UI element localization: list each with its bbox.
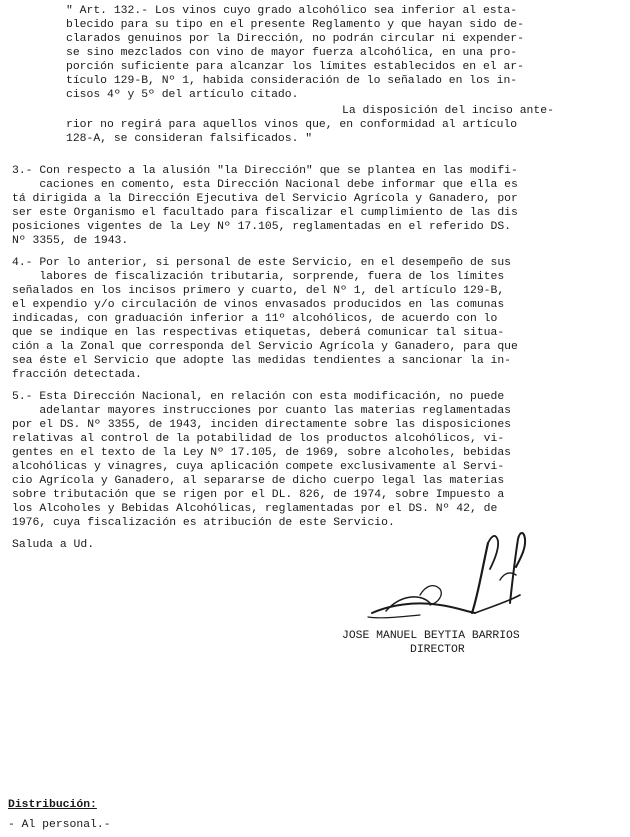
- paragraph-line: por el DS. Nº 3355, de 1943, inciden directamente sobre las disposiciones: [12, 419, 511, 431]
- paragraph-line: sea éste el Servicio que adopte las medidas tendientes a sancionar la in-: [12, 355, 511, 367]
- paragraph-line: sobre tributación que se rigen por el DL. 826, de 1974, sobre Impuesto a: [12, 489, 505, 501]
- paragraph-line: 3.- Con respecto a la alusión "la Dirección" que se plantea en las modifi-: [12, 165, 518, 177]
- paragraph-line: indicadas, con graduación inferior a 11º alcohólicos, de acuerdo con lo: [12, 313, 498, 325]
- distribution-item: - Al personal.-: [8, 819, 111, 831]
- paragraph-line: alcohólicas y vinagres, cuya aplicación compete exclusivamente al Servi-: [12, 461, 505, 473]
- quote-line: clarados genuinos por la Dirección, no podrán circular ni expender-: [66, 33, 524, 45]
- paragraph-line: ser este Organismo el facultado para fiscalizar el cumplimiento de las dis: [12, 207, 518, 219]
- quote-line: La disposición del inciso ante-: [342, 105, 554, 117]
- quote-line: porción suficiente para alcanzar los límites establecidos en el ar-: [66, 61, 524, 73]
- quote-line: blecido para su tipo en el presente Reglamento y que hayan sido de-: [66, 19, 524, 31]
- signatory-name: JOSE MANUEL BEYTIA BARRIOS: [342, 630, 520, 642]
- quote-line: tículo 129-B, Nº 1, habida consideración de lo señalado en los in-: [66, 75, 518, 87]
- quote-line: rior no regirá para aquellos vinos que, en conformidad al artículo: [66, 119, 518, 131]
- paragraph-line: ción a la Zonal que corresponda del Servicio Agrícola y Ganadero, para que: [12, 341, 518, 353]
- closing-greeting: Saluda a Ud.: [12, 539, 95, 551]
- paragraph-line: labores de fiscalización tributaria, sorprende, fuera de los límites: [12, 271, 505, 283]
- paragraph-line: 5.- Esta Dirección Nacional, en relación con esta modificación, no puede: [12, 391, 505, 403]
- quote-line: se sino mezclados con vino de mayor fuerza alcohólica, en una pro-: [66, 47, 518, 59]
- quote-line: 128-A, se consideran falsificados. ": [66, 133, 313, 145]
- paragraph-line: señalados en los incisos primero y cuarto, del Nº 1, del artículo 129-B,: [12, 285, 505, 297]
- paragraph-line: posiciones vigentes de la Ley Nº 17.105, reglamentadas en el referido DS.: [12, 221, 511, 233]
- quote-line: " Art. 132.- Los vinos cuyo grado alcohólico sea inferior al esta-: [66, 5, 518, 17]
- quote-line: cisos 4º y 5º del artículo citado.: [66, 89, 299, 101]
- paragraph-line: que se indique en las respectivas etiquetas, deberá comunicar tal situa-: [12, 327, 505, 339]
- paragraph-line: adelantar mayores instrucciones por cuanto las materias reglamentadas: [12, 405, 511, 417]
- paragraph-line: caciones en comento, esta Dirección Nacional debe informar que ella es: [12, 179, 518, 191]
- paragraph-line: el expendio y/o circulación de vinos envasados producidos en las comunas: [12, 299, 505, 311]
- paragraph-line: relativas al control de la potabilidad de los productos alcohólicos, vi-: [12, 433, 505, 445]
- distribution-heading: Distribución:: [8, 799, 97, 811]
- paragraph-line: los Alcoholes y Bebidas Alcohólicas, reglamentadas por el DS. Nº 42, de: [12, 503, 498, 515]
- paragraph-line: 1976, cuya fiscalización es atribución de este Servicio.: [12, 517, 395, 529]
- paragraph-line: fracción detectada.: [12, 369, 142, 381]
- paragraph-line: cio Agrícola y Ganadero, al separarse de dicho cuerpo legal las materias: [12, 475, 505, 487]
- paragraph-line: tá dirigida a la Dirección Ejecutiva del Servicio Agrícola y Ganadero, por: [12, 193, 518, 205]
- signatory-title: DIRECTOR: [410, 644, 465, 656]
- paragraph-line: Nº 3355, de 1943.: [12, 235, 129, 247]
- paragraph-line: gentes en el texto de la Ley Nº 17.105, de 1969, sobre alcoholes, bebidas: [12, 447, 511, 459]
- handwritten-signature: [360, 525, 560, 630]
- paragraph-line: 4.- Por lo anterior, si personal de este Servicio, en el desempeño de sus: [12, 257, 511, 269]
